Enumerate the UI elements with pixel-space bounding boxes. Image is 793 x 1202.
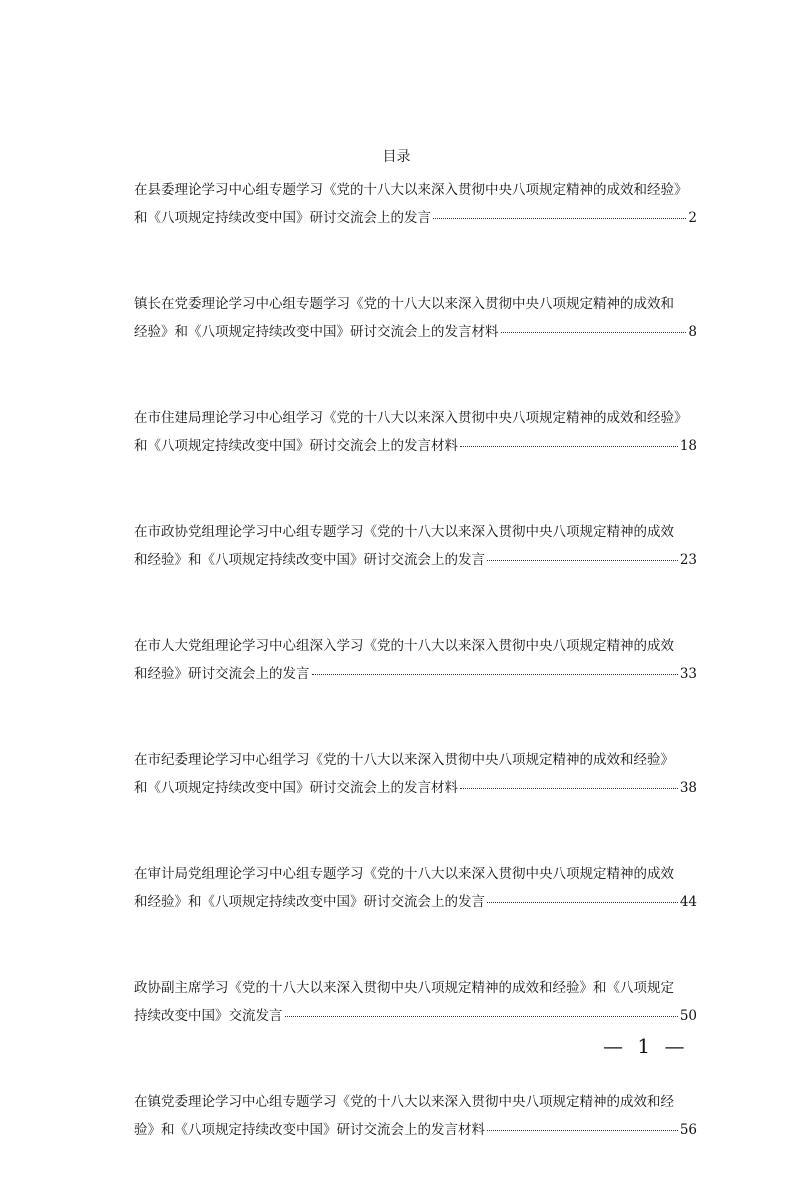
toc-entry-title: 政协副主席学习《党的十八大以来深入贯彻中央八项规定精神的成效和经验》和《八项规定 [134, 980, 674, 996]
toc-entry-title-cont: 和经验》和《八项规定持续改变中国》研讨交流会上的发言 [134, 552, 485, 568]
toc-entry-page: 8 [688, 324, 697, 340]
toc-entry[interactable] [134, 632, 697, 688]
dot-leader [433, 218, 686, 219]
dot-leader [487, 902, 678, 903]
dot-leader [312, 674, 678, 675]
toc-entry-title-cont: 和经验》研讨交流会上的发言 [134, 666, 310, 682]
toc-entry[interactable] [134, 404, 697, 460]
toc-entry-page: 18 [679, 438, 697, 454]
toc-entry-title: 在市人大党组理论学习中心组深入学习《党的十八大以来深入贯彻中央八项规定精神的成效 [134, 638, 674, 654]
toc-entry-title: 在市纪委理论学习中心组学习《党的十八大以来深入贯彻中央八项规定精神的成效和经验》 [134, 752, 674, 768]
toc-entry-page: 56 [679, 1122, 697, 1138]
toc-entry-title: 镇长在党委理论学习中心组专题学习《党的十八大以来深入贯彻中央八项规定精神的成效和 [134, 296, 674, 312]
dot-leader [285, 1016, 678, 1017]
toc-entry-title: 在审计局党组理论学习中心组专题学习《党的十八大以来深入贯彻中央八项规定精神的成效 [134, 866, 674, 882]
toc-entry-title-cont: 经验》和《八项规定持续改变中国》研讨交流会上的发言材料 [134, 324, 499, 340]
dot-leader [460, 446, 678, 447]
dot-leader [460, 788, 678, 789]
toc-entry-title-cont: 和《八项规定持续改变中国》研讨交流会上的发言材料 [134, 438, 458, 454]
toc-entry[interactable] [134, 746, 697, 802]
toc-entry-page: 44 [679, 894, 697, 910]
toc-entry-page: 2 [688, 210, 697, 226]
toc-entry[interactable] [134, 974, 697, 1030]
toc-entry-title-cont: 和《八项规定持续改变中国》研讨交流会上的发言 [134, 210, 431, 226]
toc-entry-title: 在县委理论学习中心组专题学习《党的十八大以来深入贯彻中央八项规定精神的成效和经验》 [134, 182, 688, 198]
toc-entry[interactable] [134, 518, 697, 574]
toc-entry-page: 23 [679, 552, 697, 568]
dot-leader [487, 1130, 678, 1131]
toc-entry[interactable] [134, 1088, 697, 1144]
toc-entry-page: 33 [679, 666, 697, 682]
toc-entry-title: 在市住建局理论学习中心组学习《党的十八大以来深入贯彻中央八项规定精神的成效和经验》 [134, 410, 688, 426]
toc-entry[interactable] [134, 290, 697, 346]
dot-leader [487, 560, 678, 561]
toc-entry[interactable] [134, 176, 697, 232]
toc-entry[interactable] [134, 860, 697, 916]
toc-entry-title-cont: 验》和《八项规定持续改变中国》研讨交流会上的发言材料 [134, 1122, 485, 1138]
toc-entry-title: 在市政协党组理论学习中心组专题学习《党的十八大以来深入贯彻中央八项规定精神的成效 [134, 524, 674, 540]
toc-title: 目录 [382, 149, 411, 165]
toc-entry-page: 50 [679, 1008, 697, 1024]
toc-entry-title-cont: 持续改变中国》交流发言 [134, 1008, 283, 1024]
dot-leader [501, 332, 687, 333]
page-number: — 1 — [603, 1034, 689, 1058]
toc-entry-title: 在镇党委理论学习中心组专题学习《党的十八大以来深入贯彻中央八项规定精神的成效和经 [134, 1094, 674, 1110]
toc-entry-page: 38 [679, 780, 697, 796]
toc-entry-title-cont: 和经验》和《八项规定持续改变中国》研讨交流会上的发言 [134, 894, 485, 910]
toc-entry-title-cont: 和《八项规定持续改变中国》研讨交流会上的发言材料 [134, 780, 458, 796]
